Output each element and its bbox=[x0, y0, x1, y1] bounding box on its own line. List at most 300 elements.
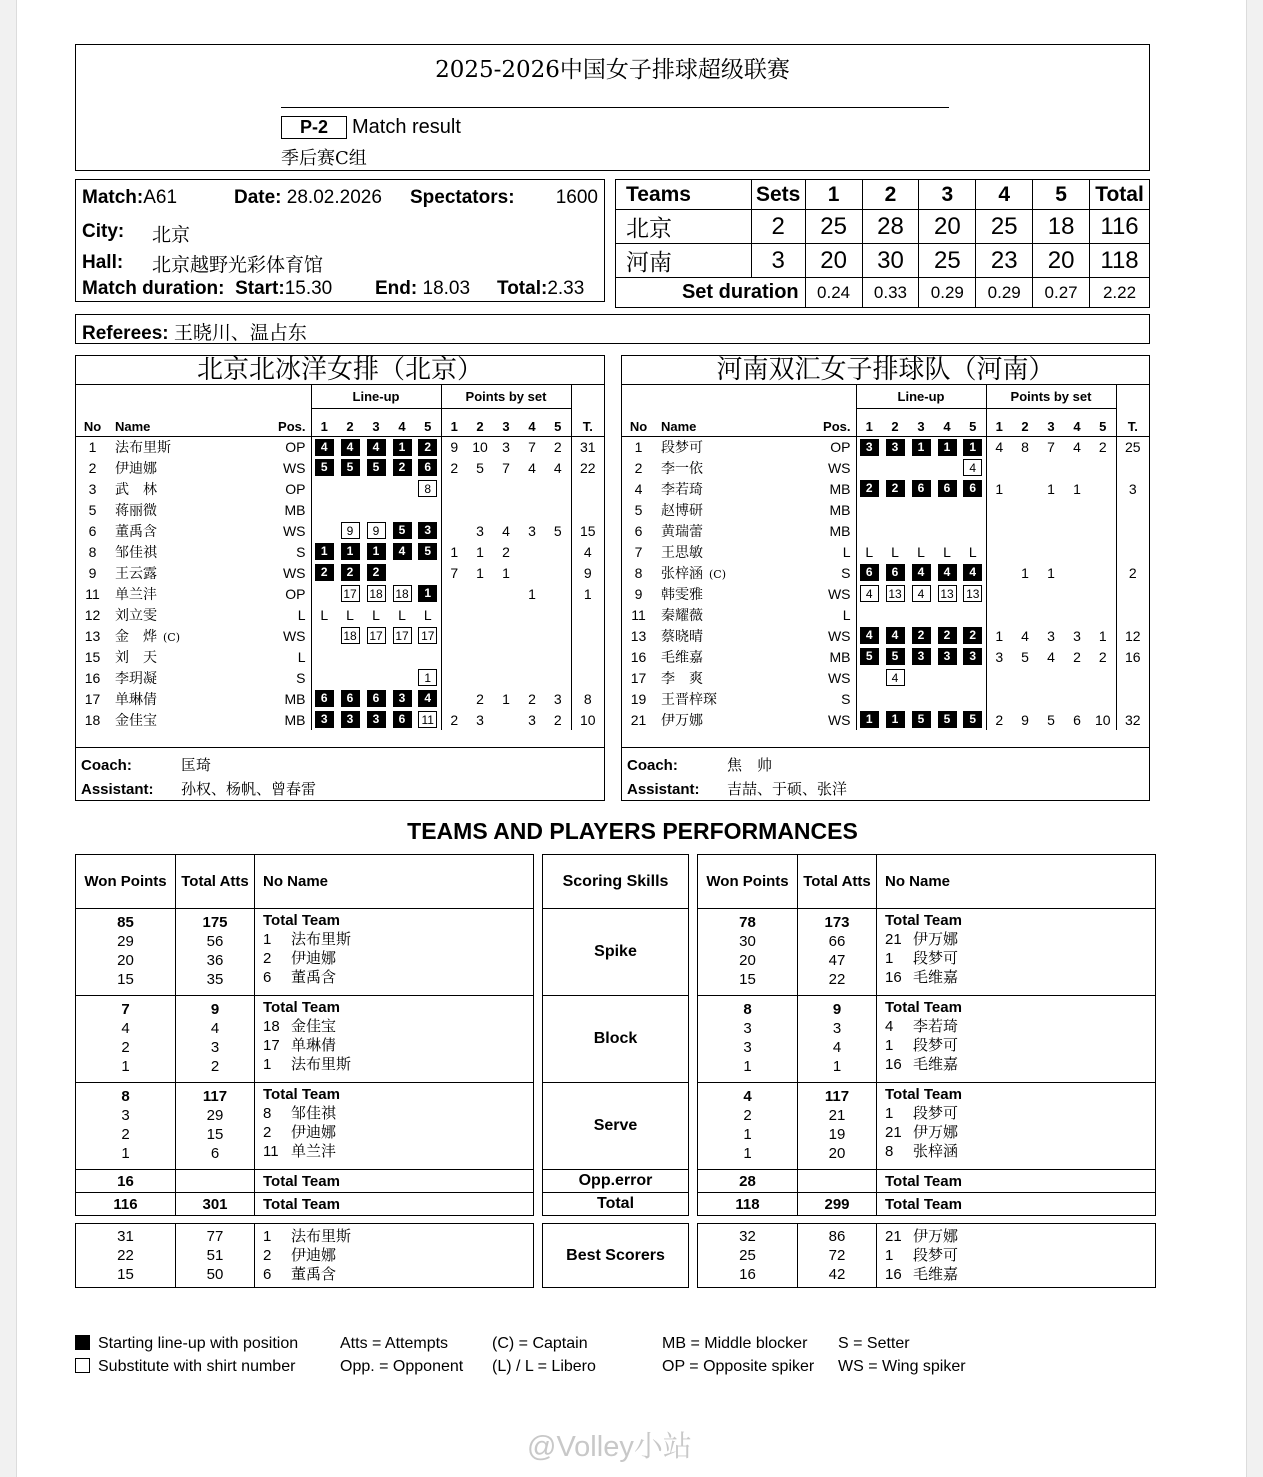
lineup-cell bbox=[934, 583, 960, 604]
lineup-cell bbox=[311, 709, 337, 730]
lineup-cell bbox=[856, 541, 882, 562]
set-points bbox=[1038, 583, 1064, 604]
player-number: 11 bbox=[631, 606, 646, 623]
best-player-name: 伊迪娜 bbox=[291, 1246, 337, 1264]
starting-position-badge: 4 bbox=[963, 564, 982, 581]
player-name-text: 王思敏 bbox=[661, 544, 703, 561]
lineup-cell bbox=[856, 625, 882, 646]
team-b-performance bbox=[697, 854, 1156, 1216]
lineup-set4-header: 4 bbox=[389, 408, 415, 436]
legend-mb: MB = Middle blocker bbox=[662, 1335, 808, 1352]
player-total-points: 2 bbox=[1128, 564, 1137, 581]
set-points bbox=[493, 478, 519, 499]
lineup-set2-header: 2 bbox=[337, 408, 363, 436]
perf-player-number: 16 bbox=[885, 1056, 902, 1073]
player-name bbox=[109, 646, 229, 667]
perf-player bbox=[263, 968, 533, 987]
player-name-text: 李 爽 bbox=[661, 670, 703, 687]
perf-player-name: 法布里斯 bbox=[291, 1055, 352, 1073]
starting-position-badge: 6 bbox=[912, 480, 931, 497]
best-won-points: 22 bbox=[117, 1247, 134, 1264]
set5-header: 5 bbox=[1033, 180, 1090, 210]
set-points bbox=[1090, 457, 1116, 478]
lineup-cell bbox=[908, 604, 934, 625]
set-points bbox=[1090, 667, 1116, 688]
lineup-cell bbox=[311, 436, 337, 457]
libero-mark: L bbox=[917, 543, 925, 560]
player-position: WS bbox=[229, 520, 311, 541]
player-name-text: 李若琦 bbox=[661, 481, 703, 498]
won-points: 8 bbox=[743, 1001, 752, 1018]
won-points: 116 bbox=[76, 1193, 176, 1216]
perf-player-name: 段梦可 bbox=[913, 1104, 959, 1122]
coach-divider bbox=[76, 747, 604, 748]
player-total-points bbox=[571, 478, 604, 499]
lineup-cell bbox=[337, 646, 363, 667]
set-score-table bbox=[615, 179, 1150, 308]
perf-player-number: 2 bbox=[263, 950, 272, 967]
lineup-cell bbox=[389, 625, 415, 646]
player-row bbox=[622, 520, 1149, 541]
lineup-cell bbox=[934, 520, 960, 541]
player-name bbox=[655, 667, 775, 688]
starting-position-badge: 6 bbox=[418, 459, 437, 476]
set-points bbox=[441, 478, 467, 499]
skill-row-serve bbox=[76, 1083, 534, 1170]
set-points: 4 bbox=[995, 438, 1004, 455]
lineup-cell bbox=[856, 709, 882, 730]
won-points: 2 bbox=[121, 1039, 130, 1056]
perf-player-name: 董禹含 bbox=[291, 968, 337, 986]
player-number: 8 bbox=[634, 564, 643, 581]
player-row bbox=[622, 604, 1149, 625]
set-points: 2 bbox=[1090, 436, 1116, 457]
score-row-b bbox=[616, 244, 1150, 278]
lineup-cell bbox=[337, 667, 363, 688]
player-number: 11 bbox=[85, 585, 100, 602]
set-points bbox=[1064, 562, 1090, 583]
lineup-set1-header: 1 bbox=[856, 408, 882, 436]
atts: 29 bbox=[206, 1107, 224, 1124]
set-points bbox=[1090, 604, 1116, 625]
captain-mark: (C) bbox=[709, 567, 726, 581]
perf-player bbox=[885, 1036, 1155, 1055]
match-number: Match:A61 bbox=[82, 187, 178, 208]
lineup-cell bbox=[856, 457, 882, 478]
legend-ws: WS = Wing spiker bbox=[838, 1358, 966, 1375]
atts: 299 bbox=[798, 1193, 877, 1216]
starting-position-badge: 4 bbox=[341, 439, 360, 456]
won-points-cell bbox=[76, 909, 176, 996]
perf-player bbox=[885, 968, 1155, 987]
player-name-text: 毛维嘉 bbox=[661, 649, 703, 666]
set-points: 1 bbox=[1090, 625, 1116, 646]
set-points bbox=[493, 583, 519, 604]
atts-cell bbox=[798, 996, 877, 1083]
starting-position-badge: 5 bbox=[860, 648, 879, 665]
lineup-cell bbox=[415, 667, 441, 688]
player-name-text: 武 林 bbox=[115, 481, 157, 498]
lineup-cell bbox=[856, 499, 882, 520]
best-player-number: 21 bbox=[885, 1228, 902, 1245]
set-points bbox=[1012, 499, 1038, 520]
player-row bbox=[622, 583, 1149, 604]
starting-position-badge: 2 bbox=[418, 439, 437, 456]
summary-label: Total Team bbox=[877, 1170, 1156, 1193]
won-points-header: Won Points bbox=[698, 855, 798, 909]
player-name bbox=[109, 457, 229, 478]
player-position: WS bbox=[775, 583, 856, 604]
starting-position-badge: 6 bbox=[367, 690, 386, 707]
starting-position-badge: 3 bbox=[315, 711, 334, 728]
set-points bbox=[519, 562, 545, 583]
starting-position-badge: 6 bbox=[315, 690, 334, 707]
skill-row-spike bbox=[698, 909, 1156, 996]
set-points bbox=[1064, 520, 1090, 541]
player-name bbox=[655, 604, 775, 625]
lineup-cell bbox=[363, 436, 389, 457]
set-points bbox=[519, 541, 545, 562]
perf-player-name: 毛维嘉 bbox=[913, 968, 959, 986]
total-points-header: T. bbox=[1116, 408, 1149, 436]
won-points-cell bbox=[76, 1083, 176, 1170]
team-a-label: 北京 bbox=[616, 210, 752, 244]
score-header-row bbox=[616, 180, 1150, 210]
lineup-cell bbox=[363, 688, 389, 709]
team-a-set5: 18 bbox=[1033, 210, 1090, 244]
lineup-cell bbox=[960, 646, 986, 667]
starting-position-badge: 1 bbox=[886, 711, 905, 728]
perf-player-name: 段梦可 bbox=[913, 949, 959, 967]
player-name bbox=[109, 709, 229, 730]
lineup-cell bbox=[389, 478, 415, 499]
won-points: 78 bbox=[739, 914, 756, 931]
team-a-roster-table bbox=[76, 385, 604, 730]
best-won-cell bbox=[76, 1224, 176, 1288]
player-total-points bbox=[1116, 688, 1149, 709]
perf-player-number: 18 bbox=[263, 1018, 280, 1035]
set-points bbox=[493, 667, 519, 688]
best-scorers-row bbox=[698, 1224, 1156, 1288]
best-scorers-row bbox=[76, 1224, 534, 1288]
player-name bbox=[109, 688, 229, 709]
set-points: 2 bbox=[545, 436, 571, 457]
lineup-cell bbox=[882, 499, 908, 520]
perf-player bbox=[885, 1104, 1155, 1123]
lineup-cell bbox=[337, 457, 363, 478]
set-points bbox=[1012, 457, 1038, 478]
set-points bbox=[1064, 583, 1090, 604]
teams-header: Teams bbox=[616, 180, 752, 210]
lineup-cell bbox=[934, 541, 960, 562]
set-points: 2 bbox=[995, 711, 1004, 728]
set-points bbox=[441, 646, 467, 667]
perf-player-number: 8 bbox=[263, 1105, 272, 1122]
points-set3-header: 3 bbox=[493, 408, 519, 436]
lineup-cell bbox=[908, 478, 934, 499]
set-points: 7 bbox=[528, 438, 536, 455]
spectators: Spectators: bbox=[410, 187, 515, 208]
player-position: MB bbox=[775, 478, 856, 499]
set-points bbox=[545, 583, 571, 604]
lineup-cell bbox=[960, 457, 986, 478]
starting-position-badge: 2 bbox=[963, 627, 982, 644]
lineup-cell bbox=[882, 436, 908, 457]
player-position: S bbox=[775, 562, 856, 583]
set-points bbox=[441, 604, 467, 625]
legend-starting: Starting line-up with position bbox=[75, 1335, 298, 1353]
lineup-cell bbox=[311, 457, 337, 478]
player-total-points bbox=[1116, 499, 1149, 520]
points-set2-header: 2 bbox=[1012, 408, 1038, 436]
name-header: Name bbox=[655, 408, 775, 436]
set-points bbox=[1012, 478, 1038, 499]
perf-player bbox=[885, 1055, 1155, 1074]
best-scorers-label-box bbox=[542, 1223, 689, 1288]
player-number: 15 bbox=[84, 648, 101, 665]
player-name bbox=[109, 436, 229, 457]
set-points: 1 bbox=[476, 543, 484, 560]
atts-cell bbox=[176, 996, 255, 1083]
atts: 117 bbox=[202, 1088, 228, 1105]
lineup-set3-header: 3 bbox=[908, 408, 934, 436]
lineup-cell bbox=[415, 709, 441, 730]
atts: 36 bbox=[206, 952, 224, 969]
set-points: 5 bbox=[476, 459, 484, 476]
player-names-cell bbox=[255, 996, 534, 1083]
player-name bbox=[655, 436, 775, 457]
player-name bbox=[655, 625, 775, 646]
starting-position-badge: 3 bbox=[938, 648, 957, 665]
best-player-name: 伊万娜 bbox=[913, 1227, 959, 1245]
player-row bbox=[622, 436, 1149, 457]
won-points-header: Won Points bbox=[76, 855, 176, 909]
starting-position-badge: 5 bbox=[393, 522, 412, 539]
starting-position-badge: 4 bbox=[393, 543, 412, 560]
summary-label: Total Team bbox=[877, 1193, 1156, 1216]
atts: 2 bbox=[210, 1058, 220, 1075]
score-row-a bbox=[616, 210, 1150, 244]
set-points bbox=[441, 583, 467, 604]
set-points: 1 bbox=[995, 627, 1004, 644]
lineup-set4-header: 4 bbox=[934, 408, 960, 436]
atts: 117 bbox=[824, 1088, 850, 1105]
won-points: 29 bbox=[117, 933, 134, 950]
perf-player-number: 16 bbox=[885, 969, 902, 986]
atts: 1 bbox=[832, 1058, 842, 1075]
team-a-set1: 25 bbox=[805, 210, 862, 244]
starting-position-badge: 1 bbox=[367, 543, 386, 560]
lineup-cell bbox=[882, 520, 908, 541]
perf-player-number: 2 bbox=[263, 1124, 272, 1141]
lineup-cell bbox=[337, 583, 363, 604]
won-points: 30 bbox=[739, 933, 756, 950]
summary-row-total bbox=[76, 1193, 534, 1216]
lineup-cell bbox=[856, 436, 882, 457]
substitute-badge: 18 bbox=[341, 627, 360, 644]
won-points: 1 bbox=[121, 1058, 130, 1075]
set-points bbox=[519, 499, 545, 520]
starting-position-badge: 2 bbox=[912, 627, 931, 644]
set-points bbox=[986, 457, 1012, 478]
player-number: 18 bbox=[84, 711, 101, 728]
set-points bbox=[467, 646, 493, 667]
lineup-cell bbox=[960, 562, 986, 583]
perf-player-name: 金佳宝 bbox=[291, 1017, 337, 1035]
team-b-set5: 20 bbox=[1033, 244, 1090, 278]
set3-duration: 0.29 bbox=[919, 278, 976, 308]
player-number: 13 bbox=[630, 627, 647, 644]
lineup-cell bbox=[415, 604, 441, 625]
lineup-cell bbox=[882, 562, 908, 583]
lineup-cell bbox=[882, 541, 908, 562]
perf-player-number: 6 bbox=[263, 969, 272, 986]
substitute-badge: 18 bbox=[393, 585, 412, 602]
set-points bbox=[1038, 541, 1064, 562]
set-points bbox=[441, 499, 467, 520]
player-name bbox=[109, 625, 229, 646]
set-points: 4 bbox=[528, 459, 536, 476]
player-total-points bbox=[571, 646, 604, 667]
team-a-roster bbox=[75, 355, 605, 801]
player-name bbox=[109, 478, 229, 499]
substitute-badge: 9 bbox=[367, 522, 386, 539]
lineup-cell bbox=[960, 499, 986, 520]
player-row bbox=[76, 625, 604, 646]
lineup-cell bbox=[363, 604, 389, 625]
lineup-cell bbox=[415, 457, 441, 478]
lineup-cell bbox=[363, 583, 389, 604]
best-player bbox=[885, 1265, 1155, 1284]
player-name-text: 董禹含 bbox=[115, 523, 157, 540]
points-set4-header: 4 bbox=[1064, 408, 1090, 436]
set-points: 2 bbox=[545, 709, 571, 730]
pos-header: Pos. bbox=[775, 408, 856, 436]
lineup-cell bbox=[908, 562, 934, 583]
scoring-skills bbox=[542, 854, 689, 1216]
libero-mark: L bbox=[372, 606, 380, 623]
atts: 9 bbox=[832, 1001, 842, 1018]
total-atts-header: Total Atts bbox=[798, 855, 877, 909]
set-points bbox=[493, 709, 519, 730]
team-b-total: 118 bbox=[1090, 244, 1150, 278]
lineup-cell bbox=[960, 541, 986, 562]
perf-player-name: 伊万娜 bbox=[913, 930, 959, 948]
spectators-value: 1600 bbox=[555, 187, 598, 208]
lineup-cell bbox=[960, 688, 986, 709]
set-points: 7 bbox=[1047, 438, 1055, 455]
player-name-text: 李一依 bbox=[661, 460, 703, 477]
set-points bbox=[1064, 688, 1090, 709]
won-points: 15 bbox=[739, 971, 756, 988]
set-points: 3 bbox=[1047, 627, 1055, 644]
player-name-text: 段梦可 bbox=[661, 439, 703, 456]
perf-player: Total Team bbox=[263, 912, 340, 929]
starting-position-badge: 6 bbox=[341, 690, 360, 707]
player-row bbox=[622, 625, 1149, 646]
set-points bbox=[441, 520, 467, 541]
won-points-cell bbox=[698, 909, 798, 996]
set-points: 5 bbox=[1047, 711, 1055, 728]
no-name-header: No Name bbox=[255, 855, 534, 909]
set-points bbox=[1090, 499, 1116, 520]
city-value: 北京 bbox=[152, 224, 191, 246]
substitute-badge: 13 bbox=[963, 585, 982, 602]
set1-duration: 0.24 bbox=[805, 278, 862, 308]
no-header: No bbox=[622, 408, 655, 436]
best-player bbox=[263, 1227, 533, 1246]
atts bbox=[176, 1170, 255, 1193]
best-player-name: 段梦可 bbox=[913, 1246, 959, 1264]
player-total-points: 25 bbox=[1124, 438, 1141, 455]
best-player bbox=[263, 1246, 533, 1265]
lineup-cell bbox=[415, 436, 441, 457]
set-points bbox=[441, 667, 467, 688]
lineup-cell bbox=[363, 457, 389, 478]
player-position: MB bbox=[775, 646, 856, 667]
skill-spike: Spike bbox=[543, 909, 689, 996]
set-points: 1 bbox=[1047, 564, 1055, 581]
starting-position-badge: 6 bbox=[393, 711, 412, 728]
team-a-performance bbox=[75, 854, 534, 1216]
set-points: 3 bbox=[502, 438, 510, 455]
starting-position-badge: 1 bbox=[963, 439, 982, 456]
name-header: Name bbox=[109, 408, 229, 436]
lineup-cell bbox=[311, 625, 337, 646]
lineup-set3-header: 3 bbox=[363, 408, 389, 436]
starting-position-badge: 4 bbox=[860, 627, 879, 644]
lineup-cell bbox=[882, 625, 908, 646]
lineup-set5-header: 5 bbox=[960, 408, 986, 436]
set-points bbox=[519, 667, 545, 688]
player-number: 2 bbox=[88, 459, 97, 476]
set-points: 1 bbox=[995, 480, 1004, 497]
starting-position-badge: 2 bbox=[315, 564, 334, 581]
best-player-number: 1 bbox=[263, 1228, 272, 1245]
set-points bbox=[986, 667, 1012, 688]
best-won-points: 15 bbox=[117, 1266, 134, 1283]
points-set1-header: 1 bbox=[986, 408, 1012, 436]
atts: 301 bbox=[176, 1193, 255, 1216]
set-points bbox=[986, 541, 1012, 562]
set-points bbox=[1090, 541, 1116, 562]
no-header: No bbox=[76, 408, 109, 436]
starting-position-badge: 5 bbox=[963, 711, 982, 728]
starting-position-badge: 3 bbox=[418, 522, 437, 539]
starting-position-badge: 4 bbox=[315, 439, 334, 456]
perf-player-name: 段梦可 bbox=[913, 1036, 959, 1054]
set-points bbox=[467, 478, 493, 499]
starting-position-badge: 3 bbox=[393, 690, 412, 707]
perf-player-number: 1 bbox=[885, 950, 894, 967]
perf-player bbox=[263, 1104, 533, 1123]
atts: 19 bbox=[828, 1126, 846, 1143]
lineup-cell bbox=[311, 541, 337, 562]
set-points bbox=[1012, 667, 1038, 688]
team-b-assistant: Assistant: 吉喆、于硕、张洋 bbox=[627, 780, 848, 798]
player-total-points: 15 bbox=[579, 522, 596, 539]
player-number: 3 bbox=[88, 480, 97, 497]
perf-player-name: 法布里斯 bbox=[291, 930, 352, 948]
atts: 47 bbox=[828, 952, 846, 969]
won-points-cell bbox=[76, 996, 176, 1083]
white-square-icon bbox=[75, 1358, 90, 1373]
player-name-text: 王晋梓琛 bbox=[661, 691, 717, 708]
player-name-text: 刘 天 bbox=[115, 649, 157, 666]
player-row bbox=[622, 499, 1149, 520]
lineup-cell bbox=[882, 709, 908, 730]
lineup-cell bbox=[415, 583, 441, 604]
